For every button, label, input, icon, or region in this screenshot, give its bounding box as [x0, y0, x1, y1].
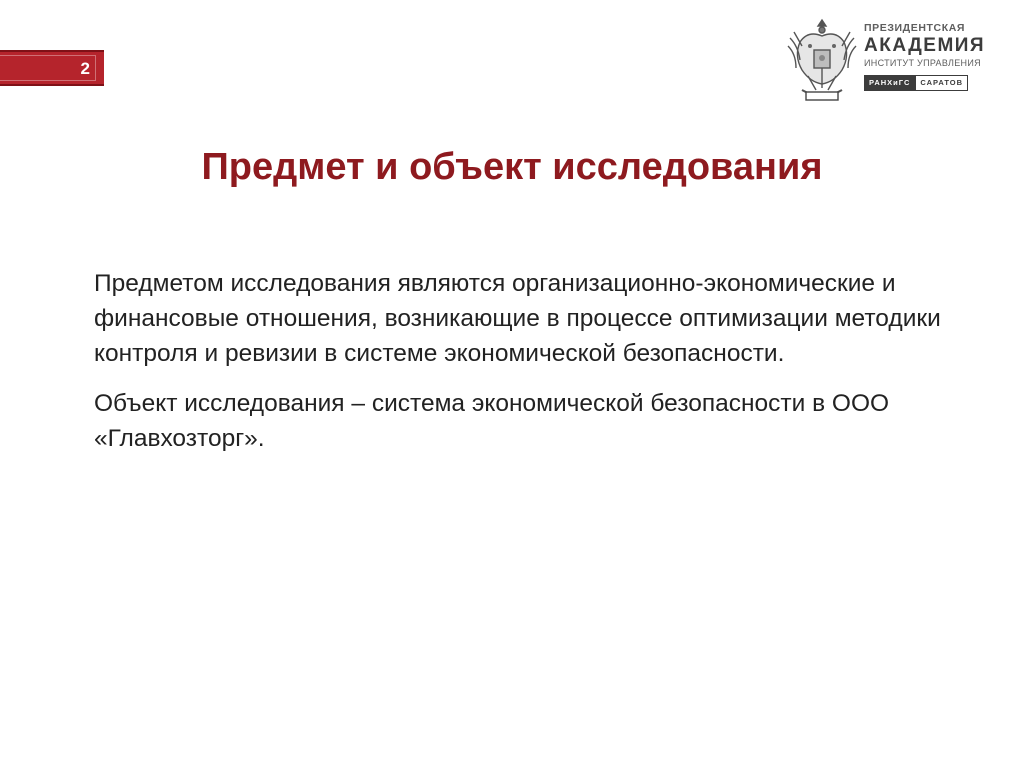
- academy-logo: [786, 16, 996, 116]
- slide-title: Предмет и объект исследования: [201, 146, 823, 188]
- academy-name: [864, 22, 996, 91]
- academy-tags: [864, 75, 996, 91]
- academy-emblem-icon: [786, 16, 858, 108]
- academy-name-line3: ИНСТИТУТ УПРАВЛЕНИЯ: [864, 58, 981, 68]
- slide-number: 2: [80, 59, 90, 78]
- slide-body: [94, 266, 964, 471]
- academy-name-line1: ПРЕЗИДЕНТСКАЯ: [864, 22, 966, 34]
- academy-tag-ranepa: РАНХиГС: [864, 75, 915, 91]
- research-object-paragraph: Объект исследования – система экономической безопасности в ООО «Главхозторг».: [94, 390, 890, 452]
- research-subject-paragraph: Предметом исследования являются организационно-экономические и финансовые отношения, возникающие в процессе оптимизации методики контроля и ревизии в системе экономической безопасности.: [94, 270, 941, 367]
- academy-tag-city: САРАТОВ: [915, 75, 968, 91]
- slide-number-badge: [0, 50, 104, 86]
- academy-name-line2: АКАДЕМИЯ: [864, 35, 986, 56]
